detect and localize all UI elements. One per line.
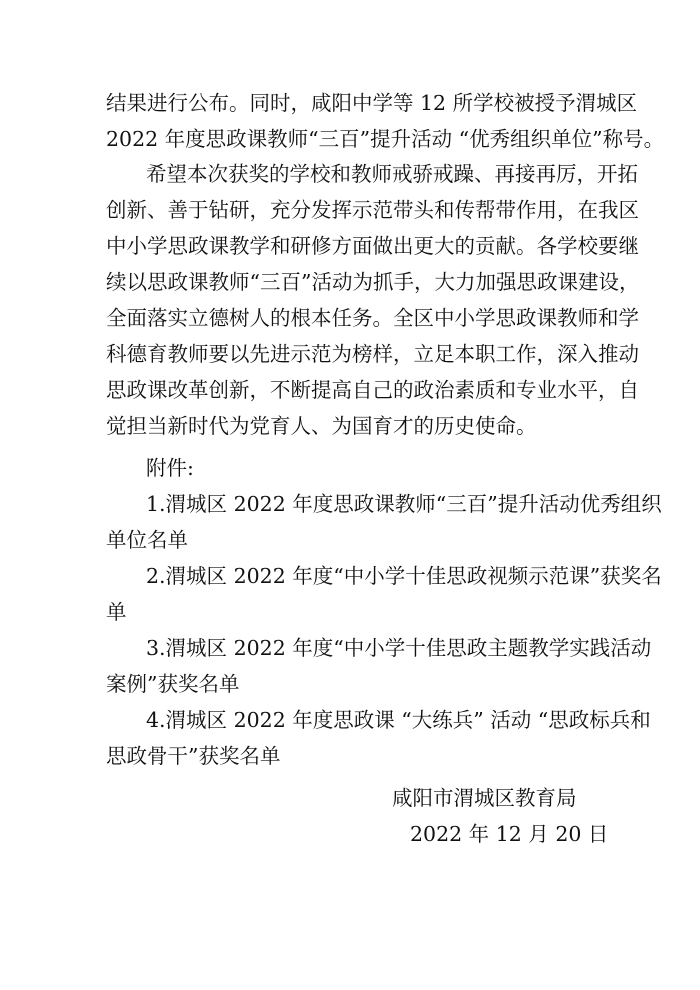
body-line-6: 续以思政课教师“三百”活动为抓手，大力加强思政课建设，: [106, 270, 640, 294]
body-line-9: 思政课改革创新，不断提高自己的政治素质和专业水平，自: [106, 378, 639, 402]
body-line-1: 结果进行公布。同时，咸阳中学等 12 所学校被授予渭城区: [106, 91, 638, 115]
body-line-8: 科德育教师要以先进示范为榜样，立足本职工作，深入推动: [106, 342, 639, 366]
attachment-1-line-1: 1.渭城区 2022 年度思政课教师“三百”提升活动优秀组织: [146, 492, 662, 516]
attachment-1-line-2: 单位名单: [106, 528, 188, 552]
signature-date: 2022 年 12 月 20 日: [410, 822, 609, 846]
body-line-5: 中小学思政课教学和研修方面做出更大的贡献。各学校要继: [106, 234, 639, 258]
signature-organization: 咸阳市渭城区教育局: [392, 786, 577, 810]
body-line-7: 全面落实立德树人的根本任务。全区中小学思政课教师和学: [106, 306, 639, 330]
body-line-2: 2022 年度思政课教师“三百”提升活动 “优秀组织单位”称号。: [106, 127, 665, 151]
attachment-2-line-2: 单: [106, 600, 127, 624]
attachment-4-line-1: 4.渭城区 2022 年度思政课 “大练兵” 活动 “思政标兵和: [146, 708, 651, 732]
attachments-heading: 附件:: [146, 456, 194, 480]
attachment-2-line-1: 2.渭城区 2022 年度“中小学十佳思政视频示范课”获奖名: [146, 564, 662, 588]
body-line-10: 觉担当新时代为党育人、为国育才的历史使命。: [106, 414, 537, 438]
body-line-4: 创新、善于钻研，充分发挥示范带头和传帮带作用，在我区: [106, 198, 639, 222]
attachment-3-line-1: 3.渭城区 2022 年度“中小学十佳思政主题教学实践活动: [146, 636, 652, 660]
body-line-3: 希望本次获奖的学校和教师戒骄戒躁、再接再厉，开拓: [146, 162, 638, 186]
attachment-4-line-2: 思政骨干”获奖名单: [106, 744, 281, 768]
attachment-3-line-2: 案例”获奖名单: [106, 672, 240, 696]
